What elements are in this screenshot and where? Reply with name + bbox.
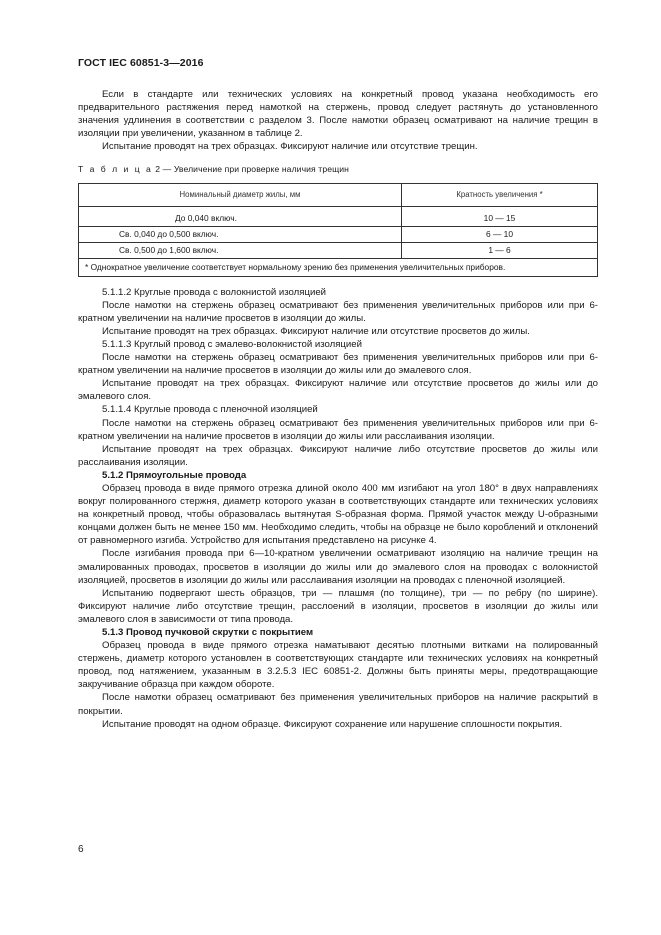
body-paragraph: Образец провода в виде прямого отрезка длиной около 400 мм изгибают на угол 180° в двух направлениях вокруг полированного стержня, диаметр которого указан в соответствующих стандарте или технических условиях на конкретный провод, чтобы образовалась вытянутая S-образная форма. Прямой участок между U-образными концами должен быть не менее 150 мм. Необходимо следить, чтобы на образце не было короблений и отклонений от равномерного изгиба. Устройство для испытания представлено на рисунке 4. bbox=[78, 482, 598, 547]
body-paragraph: После намотки на стержень образец осматривают без применения увеличительных приборов или при 6-кратном увеличении на наличие просветов в изоляции до жилы или до эмалевого слоя. bbox=[78, 352, 598, 377]
body-paragraph: После изгибания провода при 6—10-кратном увеличении осматривают изоляцию на наличие трещин на эмалированных проводах, просветов в изоляции до жилы или до эмалевого слоя на проводах с волокнистой изоляцией, просветов в изоляции до жилы или расслаивания изоляции на проводах с пленочной изоляцией. bbox=[78, 548, 598, 586]
table-footnote: * Однократное увеличение соответствует нормальному зрению без применения увеличительных приборов. bbox=[79, 258, 598, 276]
diameter-cell: До 0,040 включ. bbox=[79, 206, 402, 226]
table-row bbox=[79, 206, 598, 226]
column-header-magnification: Кратность увеличения * bbox=[402, 183, 598, 206]
body-paragraph: Испытание проводят на одном образце. Фиксируют сохранение или нарушение сплошности покрытия. bbox=[102, 718, 563, 730]
body-paragraph: После намотки на стержень образец осматривают без применения увеличительных приборов или при 6-кратном увеличении на наличие просветов в изоляции до жилы или расслаивания изоляции. bbox=[78, 417, 598, 442]
body-paragraph: Испытание проводят на трех образцах. Фиксируют наличие либо отсутствие просветов до жилы или расслаивания изоляции. bbox=[78, 443, 598, 468]
table-caption-title: 2 — Увеличение при проверке наличия трещин bbox=[152, 164, 350, 175]
body-paragraph: Испытанию подвергают шесть образцов, три — плашмя (по толщине), три — по ребру (по ширине). Фиксируют наличие либо отсутствие трещин, расслоений в изоляции, просветов в изоляции до жилы или эмалевого слоя в зависимости от типа провода. bbox=[78, 587, 598, 625]
page-number: 6 bbox=[78, 844, 84, 855]
body-paragraph: Образец провода в виде прямого отрезка наматывают десятью плотными витками на полированный стержень, диаметр которого установлен в соответствующих стандарте или технических условиях на конкретный провод, под натяжением, указанным в 3.2.5.3 IEC 60851-2. Должны быть приняты меры, предотвращающие закручивание образца при каждом обороте. bbox=[78, 640, 598, 691]
section-heading: 5.1.1.3 Круглый провод с эмалево-волокнистой изоляцией bbox=[102, 338, 362, 350]
table-caption-prefix: Т а б л и ц а bbox=[78, 164, 153, 175]
magnification-table bbox=[78, 183, 598, 277]
magnification-cell: 6 — 10 bbox=[402, 226, 598, 242]
column-header-diameter: Номинальный диаметр жилы, мм bbox=[79, 183, 402, 206]
table-row bbox=[79, 226, 598, 242]
intro-paragraph: Если в стандарте или технических условиях на конкретный провод указана необходимость его предварительного растяжения перед намоткой на стержень, провод следует растянуть до установленного значения удлинения в соответствии с разделом 3. После намотки образец осматривают на наличие трещин в изоляции при увеличении, указанном в таблице 2. bbox=[78, 89, 598, 140]
magnification-cell: 1 — 6 bbox=[402, 242, 598, 258]
body-paragraph: После намотки образец осматривают без применения увеличительных приборов на наличие раскрытий в покрытии. bbox=[78, 692, 598, 717]
body-paragraph: После намотки на стержень образец осматривают без применения увеличительных приборов или при 6-кратном увеличении на наличие просветов в изоляции до жилы. bbox=[78, 299, 598, 324]
magnification-cell: 10 — 15 bbox=[402, 206, 598, 226]
section-heading: 5.1.1.4 Круглые провода с пленочной изоляцией bbox=[102, 404, 318, 416]
body-paragraph: Испытание проводят на трех образцах. Фиксируют наличие или отсутствие просветов до жилы. bbox=[102, 325, 530, 337]
section-heading: 5.1.2 Прямоугольные провода bbox=[102, 469, 247, 481]
document-header: ГОСТ IEC 60851-3—2016 bbox=[78, 57, 204, 69]
section-heading: 5.1.1.2 Круглые провода с волокнистой изоляцией bbox=[102, 286, 327, 298]
table-row bbox=[79, 242, 598, 258]
sections bbox=[78, 286, 598, 731]
section-heading: 5.1.3 Провод пучковой скрутки с покрытием bbox=[102, 627, 314, 638]
intro-paragraph: Испытание проводят на трех образцах. Фиксируют наличие или отсутствие трещин. bbox=[102, 141, 478, 153]
diameter-cell: Св. 0,040 до 0,500 включ. bbox=[79, 226, 402, 242]
body-paragraph: Испытание проводят на трех образцах. Фиксируют наличие или отсутствие просветов до жилы или до эмалевого слоя. bbox=[78, 378, 598, 403]
document-body bbox=[78, 88, 598, 731]
table-caption bbox=[78, 163, 598, 176]
diameter-cell: Св. 0,500 до 1,600 включ. bbox=[79, 242, 402, 258]
table-note-row bbox=[79, 258, 598, 276]
